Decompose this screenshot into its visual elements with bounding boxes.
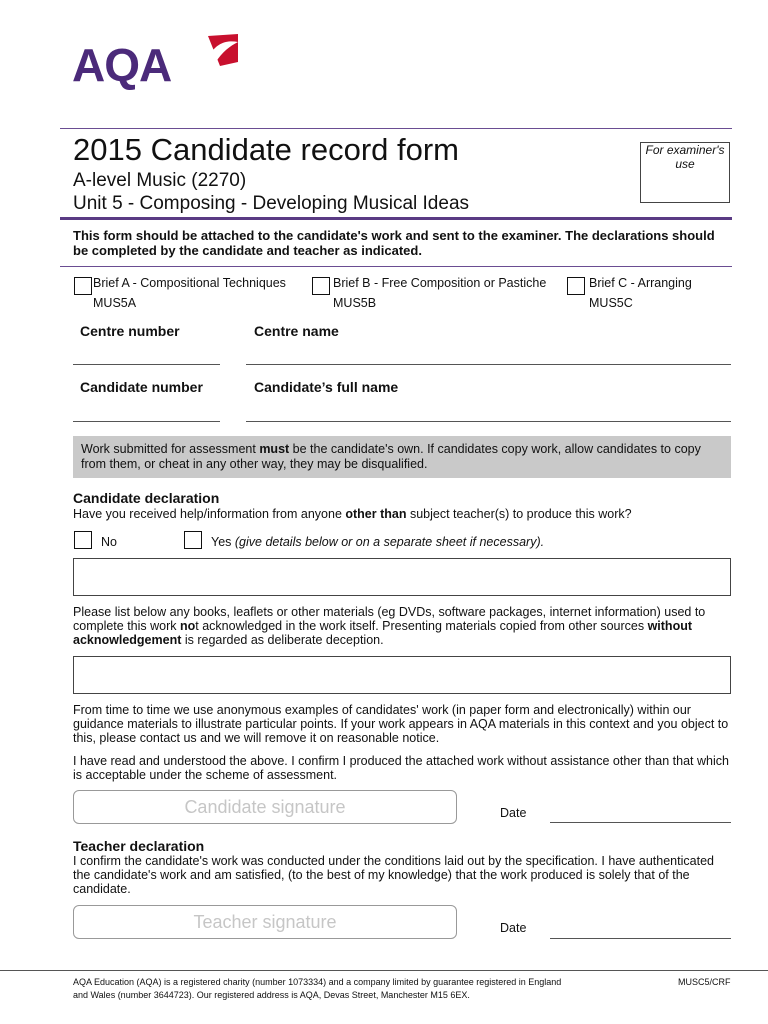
intro-rule [60, 266, 732, 267]
centre-name-field[interactable] [246, 364, 731, 365]
materials-text-1: Please list below any books, leaflets or other materials (eg DVDs, software packages, internet information) used to complete this work [73, 605, 706, 633]
notice-text-bold: must [259, 442, 290, 456]
candidate-date-field[interactable] [550, 822, 731, 823]
help-question-before: Have you received help/information from anyone [73, 507, 346, 521]
materials-bold-2: without acknowledgement [73, 619, 693, 647]
teacher-date-field[interactable] [550, 938, 731, 939]
subtitle-qualification: A-level Music (2270) [73, 170, 247, 191]
help-question [73, 507, 733, 521]
aqa-logo: AQA [72, 39, 172, 91]
form-title: 2015 Candidate record form [73, 132, 460, 167]
centre-name-label: Centre name [254, 323, 339, 339]
centre-number-label: Centre number [80, 323, 180, 339]
subtitle-unit: Unit 5 - Composing - Developing Musical Ideas [73, 192, 470, 214]
brief-a-label: Brief A - Compositional Techniques [93, 276, 286, 290]
help-no-checkbox[interactable] [74, 531, 92, 549]
teacher-date-label: Date [500, 921, 527, 935]
teacher-declaration-heading: Teacher declaration [73, 838, 205, 854]
brief-c-checkbox[interactable] [567, 277, 585, 295]
footer-rule [0, 970, 768, 971]
notice-text-after: be the candidate's own. If candidates copy work, allow candidates to copy from them, or cheat in any other way, they may be disqualified. [81, 442, 701, 471]
help-details-field[interactable] [73, 558, 731, 596]
materials-text-3: is regarded as deliberate deception. [181, 633, 384, 647]
header-rule-top [60, 128, 732, 129]
footer-legal-line-2: and Wales (number 3644723). Our registered address is AQA, Devas Street, Manchester M15 6EX. [73, 990, 470, 1000]
help-yes-note: (give details below or on a separate sheet if necessary). [234, 535, 545, 549]
notice-text-before: Work submitted for assessment [81, 442, 260, 456]
candidate-declaration-heading: Candidate declaration [73, 490, 220, 506]
help-no-label: No [101, 535, 117, 549]
materials-list-field[interactable] [73, 656, 731, 694]
brief-b-code: MUS5B [333, 296, 377, 310]
disqualification-notice [73, 436, 731, 478]
header-rule-bottom [60, 217, 732, 220]
brief-b-checkbox[interactable] [312, 277, 330, 295]
help-yes-line [211, 535, 544, 549]
footer-form-code: MUSC5/CRF [678, 977, 731, 987]
aqa-swoosh-mark-icon [204, 32, 240, 75]
form-subtitle [73, 170, 469, 216]
brief-a-code: MUS5A [93, 296, 137, 310]
help-question-bold: other than [345, 507, 407, 521]
footer-legal [73, 976, 633, 1002]
materials-instructions [73, 605, 733, 647]
candidate-name-field[interactable] [246, 421, 731, 422]
footer-legal-line-1: AQA Education (AQA) is a registered charity (number 1073334) and a company limited by guarantee registered in England [73, 977, 562, 987]
materials-text-2: t acknowledged in the work itself. Presenting materials copied from other sources [195, 619, 648, 633]
candidate-signature-field[interactable]: Candidate signature [73, 790, 457, 824]
brief-b-label: Brief B - Free Composition or Pastiche [333, 276, 547, 290]
centre-number-field[interactable] [73, 364, 220, 365]
help-yes-label: Yes [211, 535, 232, 549]
materials-bold-1: no [179, 619, 196, 633]
candidate-date-label: Date [500, 806, 527, 820]
brief-a-checkbox[interactable] [74, 277, 92, 295]
teacher-declaration-text: I confirm the candidate's work was conducted under the conditions laid out by the specification. I have authenticated the candidate's work and am satisfied, (to the best of my knowledge) that the work produced is solely that of the candidate. [73, 854, 714, 896]
help-yes-checkbox[interactable] [184, 531, 202, 549]
candidate-number-label: Candidate number [80, 379, 203, 395]
help-question-after: subject teacher(s) to produce this work? [406, 507, 632, 521]
intro-instructions: This form should be attached to the candidate's work and sent to the examiner. The declarations should be completed by the candidate and teacher as indicated. [73, 228, 715, 258]
candidate-number-field[interactable] [73, 421, 220, 422]
examiner-use-label: For examiner's use [645, 143, 725, 171]
candidate-name-label: Candidate’s full name [254, 379, 399, 395]
brief-c-label: Brief C - Arranging [589, 276, 692, 290]
anonymous-use-text: From time to time we use anonymous examples of candidates' work (in paper form and electronically) within our guidance materials to illustrate particular points. If your work appears in AQA materials in this context and you object to this, please contact us and we will remove it on reasonable notice. [73, 703, 729, 745]
brief-c-code: MUS5C [589, 296, 633, 310]
teacher-signature-field[interactable]: Teacher signature [73, 905, 457, 939]
confirm-text: I have read and understood the above. I confirm I produced the attached work without assistance other than that which is acceptable under the scheme of assessment. [73, 754, 729, 782]
